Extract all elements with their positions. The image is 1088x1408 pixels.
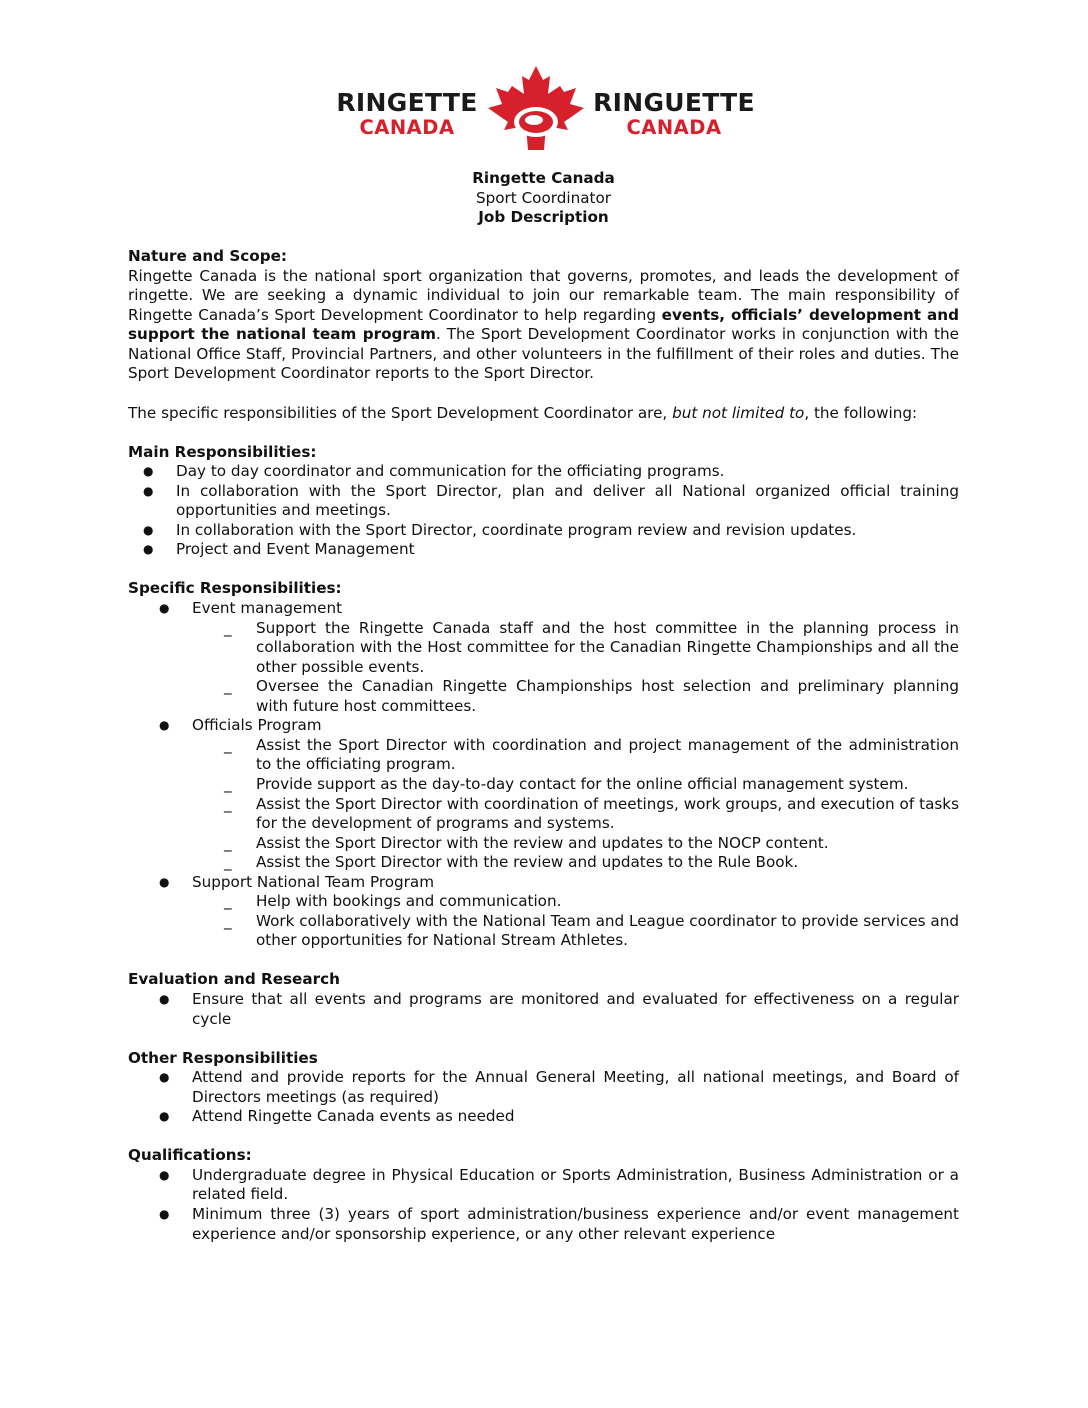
evaluation-list	[128, 990, 959, 1029]
sub-list-item: _ Oversee the Canadian Ringette Championships host selection and preliminary planning with future host committees.	[192, 677, 959, 716]
other-heading: Other Responsibilities	[128, 1048, 318, 1067]
specific-intro-a: The specific responsibilities of the Sport Development Coordinator are,	[128, 403, 673, 422]
specific-heading: Specific Responsibilities:	[128, 579, 342, 598]
org-title: Ringette Canada	[472, 169, 615, 187]
main-heading: Main Responsibilities:	[128, 442, 317, 461]
logo-english-wordmark	[334, 90, 480, 138]
doc-type-title: Job Description	[478, 208, 609, 227]
group-label: Support National Team Program	[192, 872, 435, 891]
logo-french-wordmark	[592, 90, 756, 138]
sub-list-item: _ Provide support as the day-to-day contact for the online official management system.	[192, 775, 959, 795]
sub-list	[192, 892, 959, 951]
list-item: ● In collaboration with the Sport Director, coordinate program review and revision updates.	[128, 521, 959, 541]
group-label: Officials Program	[192, 716, 322, 735]
nature-heading: Nature and Scope:	[128, 247, 287, 266]
sub-list-item: _ Work collaboratively with the National Team and League coordinator to provide services and other opportunities for National Stream Athletes.	[192, 912, 959, 951]
specific-list	[128, 599, 959, 951]
nature-paragraph	[128, 267, 959, 384]
list-item	[128, 599, 959, 716]
title-block	[128, 169, 959, 228]
specific-intro-italic: but not limited to	[672, 403, 805, 422]
list-item: ● Minimum three (3) years of sport administration/business experience and/or event management experience and/or sponsorship experience, or any other relevant experience	[128, 1205, 959, 1244]
document-body	[128, 169, 959, 1244]
sub-list-item: _ Support the Ringette Canada staff and the host committee in the planning process in collaboration with the Host committee for the Canadian Ringette Championships and all the other possible events.	[192, 619, 959, 678]
ringette-canada-logo	[334, 66, 754, 152]
list-item: ● Attend and provide reports for the Annual General Meeting, all national meetings, and Board of Directors meetings (as required)	[128, 1068, 959, 1107]
nature-text-b: . The Sport Development Coordinator works in conjunction with the National Office Staff, Provincial Partners, and other volunteers in the fulfillment of their roles and duties. The Sport Development Coordinator reports to the Sport Director.	[128, 325, 959, 383]
list-item: ● Attend Ringette Canada events as needed	[128, 1107, 959, 1127]
sub-list-item: _ Help with bookings and communication.	[192, 892, 959, 912]
logo-en-sub: CANADA	[359, 116, 455, 139]
list-item: ● Project and Event Management	[128, 540, 959, 560]
sub-list	[192, 736, 959, 873]
list-item	[128, 716, 959, 872]
logo-fr-word: RINGUETTE	[593, 88, 755, 117]
specific-intro	[128, 404, 959, 424]
nature-text-a: Ringette Canada is the national sport organization that governs, promotes, and leads the development of ringette. We are seeking a dynamic individual to join our remarkable team. The main responsibility of Ringette Canada’s Sport Development Coordinator to help regarding	[128, 266, 959, 324]
maple-leaf-ring-icon	[484, 66, 588, 152]
specific-intro-b: , the following:	[804, 403, 918, 422]
logo-en-word: RINGETTE	[336, 88, 478, 117]
other-list	[128, 1068, 959, 1127]
sub-list	[192, 619, 959, 717]
list-item: ● Undergraduate degree in Physical Education or Sports Administration, Business Administration or a related field.	[128, 1166, 959, 1205]
sub-list-item: _ Assist the Sport Director with the review and updates to the Rule Book.	[192, 853, 959, 873]
list-item	[128, 873, 959, 951]
list-item: ● In collaboration with the Sport Director, plan and deliver all National organized official training opportunities and meetings.	[128, 482, 959, 521]
sub-list-item: _ Assist the Sport Director with coordination and project management of the administration to the officiating program.	[192, 736, 959, 775]
logo-fr-sub: CANADA	[626, 116, 722, 139]
group-label: Event management	[192, 599, 343, 618]
sub-list-item: _ Assist the Sport Director with the review and updates to the NOCP content.	[192, 834, 959, 854]
position-title: Sport Coordinator	[475, 188, 612, 207]
main-list	[128, 462, 959, 560]
sub-list-item: _ Assist the Sport Director with coordination of meetings, work groups, and execution of tasks for the development of programs and systems.	[192, 795, 959, 834]
list-item: ● Day to day coordinator and communication for the officiating programs.	[128, 462, 959, 482]
list-item: ● Ensure that all events and programs are monitored and evaluated for effectiveness on a regular cycle	[128, 990, 959, 1029]
nature-text-bold: events, officials’ development and support the national team program	[128, 305, 959, 344]
qualifications-heading: Qualifications:	[128, 1146, 252, 1165]
evaluation-heading: Evaluation and Research	[128, 970, 340, 989]
qualifications-list	[128, 1166, 959, 1244]
